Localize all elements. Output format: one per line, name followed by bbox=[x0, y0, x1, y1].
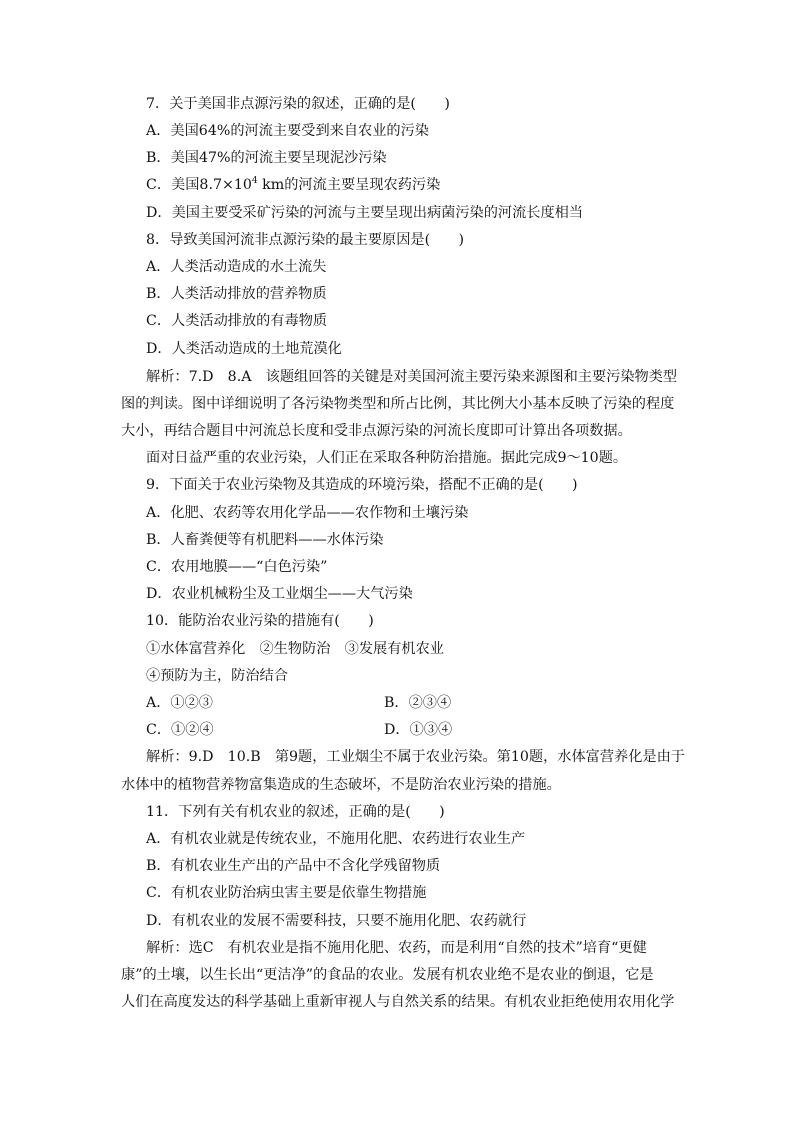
q9-option-a: A．化肥、农药等农用化学品——农作物和土壤污染 bbox=[146, 505, 469, 521]
analysis-7-8-line3: 大小，再结合题目中河流总长度和受非点源污染的河流长度即可计算出各项数据。 bbox=[121, 423, 632, 439]
q10-stem: 10．能防治农业污染的措施有( ) bbox=[146, 613, 374, 629]
q7-stem: 7．关于美国非点源污染的叙述，正确的是( ) bbox=[146, 96, 450, 112]
analysis-11-line3: 人们在高度发达的科学基础上重新审视人与自然关系的结果。有机农业拒绝使用农用化学 bbox=[121, 994, 675, 1010]
q8-option-d: D．人类活动造成的土地荒漠化 bbox=[146, 341, 342, 357]
q11-option-a: A．有机农业就是传统农业，不施用化肥、农药进行农业生产 bbox=[146, 831, 526, 847]
q8-option-b: B．人类活动排放的营养物质 bbox=[146, 286, 327, 302]
q9-option-d: D．农业机械粉尘及工业烟尘——大气污染 bbox=[146, 586, 413, 602]
intro-9-10: 面对日益严重的农业污染，人们正在采取各种防治措施。据此完成9～10题。 bbox=[146, 450, 628, 466]
q11-option-c: C．有机农业防治病虫害主要是依靠生物措施 bbox=[146, 885, 427, 901]
q10-option-a: A．①②③ bbox=[146, 695, 213, 711]
q8-stem: 8．导致美国河流非点源污染的最主要原因是( ) bbox=[146, 232, 465, 248]
q7-option-a: A．美国64%的河流主要受到来自农业的污染 bbox=[146, 123, 429, 139]
analysis-11-line1: 解析：选C 有机农业是指不施用化肥、农药，而是利用“自然的技术”培育“更健 bbox=[146, 940, 647, 956]
q7-option-c-suffix: km的河流主要呈现农药污染 bbox=[257, 177, 441, 193]
q10-option-d: D．①③④ bbox=[384, 722, 453, 738]
q10-option-c: C．①②④ bbox=[146, 722, 214, 738]
q11-option-b: B．有机农业生产出的产品中不含化学残留物质 bbox=[146, 858, 441, 874]
q8-option-a: A．人类活动造成的水土流失 bbox=[146, 259, 327, 275]
q11-option-d: D．有机农业的发展不需要科技，只要不施用化肥、农药就行 bbox=[146, 913, 527, 929]
q11-stem: 11．下列有关有机农业的叙述，正确的是( ) bbox=[146, 804, 445, 820]
q7-option-c-prefix: C．美国8.7×10 bbox=[146, 177, 252, 193]
q9-option-b: B．人畜粪便等有机肥料——水体污染 bbox=[146, 532, 384, 548]
analysis-7-8-line1: 解析：7.D 8.A 该题组回答的关键是对美国河流主要污染来源图和主要污染物类型 bbox=[146, 369, 678, 385]
q7-option-c bbox=[146, 175, 440, 195]
q10-items-line1: ①水体富营养化 ②生物防治 ③发展有机农业 bbox=[146, 641, 444, 657]
q7-option-d: D．美国主要受采矿污染的河流与主要呈现出病菌污染的河流长度相当 bbox=[146, 205, 584, 221]
q10-items-line2: ④预防为主，防治结合 bbox=[146, 668, 288, 684]
q9-option-c: C．农用地膜——“白色污染” bbox=[146, 559, 328, 575]
analysis-9-10-line1: 解析：9.D 10.B 第9题，工业烟尘不属于农业污染。第10题，水体富营养化是由于 bbox=[146, 749, 685, 765]
q9-stem: 9．下面关于农业污染物及其造成的环境污染，搭配不正确的是( ) bbox=[146, 477, 578, 493]
q7-option-c-exponent: 4 bbox=[251, 176, 258, 186]
analysis-9-10-line2: 水体中的植物营养物富集造成的生态破坏，不是防治农业污染的措施。 bbox=[121, 777, 561, 793]
analysis-7-8-line2: 图的判读。图中详细说明了各污染物类型和所占比例，其比例大小基本反映了污染的程度 bbox=[121, 396, 675, 412]
analysis-11-line2: 康”的土壤，以生长出“更洁净”的食品的农业。发展有机农业绝不是农业的倒退，它是 bbox=[121, 967, 654, 983]
q7-option-b: B．美国47%的河流主要呈现泥沙污染 bbox=[146, 150, 387, 166]
q10-option-b: B．②③④ bbox=[384, 695, 452, 711]
q8-option-c: C．人类活动排放的有毒物质 bbox=[146, 313, 328, 329]
